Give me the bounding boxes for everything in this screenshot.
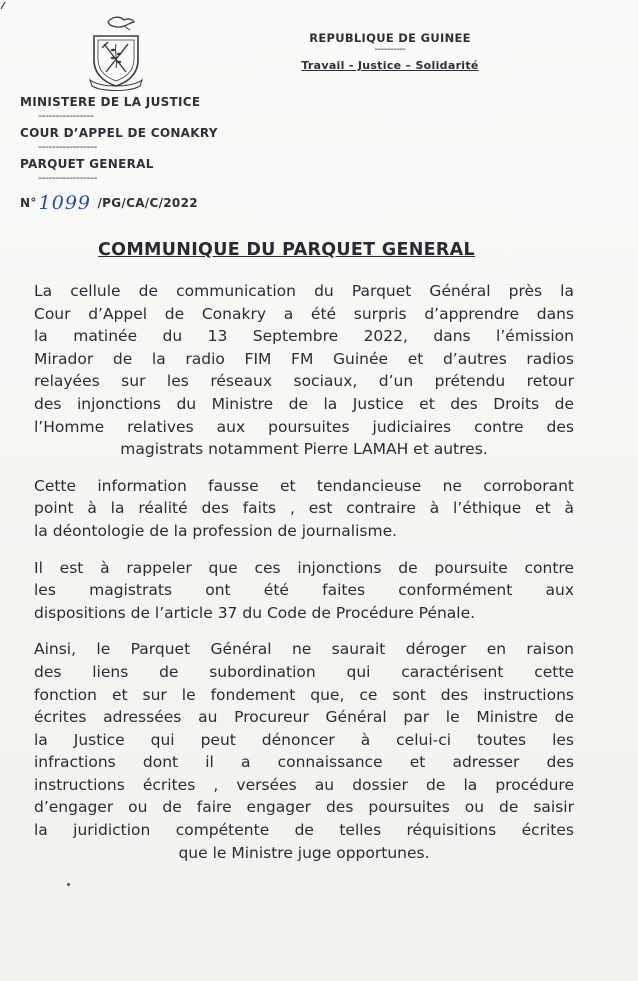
text-line: Ainsi, le Parquet Général ne saurait déroger en raison — [34, 640, 574, 659]
ministry-name: MINISTERE DE LA JUSTICE — [20, 95, 201, 109]
court-name: COUR D’APPEL DE CONAKRY — [20, 126, 218, 140]
reference-suffix: /PG/CA/C/2022 — [93, 196, 198, 210]
separator-line: ---------------- — [38, 109, 94, 122]
national-motto: Travail - Justice – Solidarité — [301, 59, 479, 72]
text-line: des liens de subordination qui caractérisent cette — [34, 662, 574, 681]
republic-header — [290, 30, 490, 74]
text-line: d’engager ou de faire engager des poursuites ou de saisir — [34, 798, 574, 817]
text-line: la Justice qui peut dénoncer à celui-ci toutes les — [34, 730, 574, 749]
communique-title: COMMUNIQUE DU PARQUET GENERAL — [98, 240, 475, 260]
text-line: Il est à rappeler que ces injonctions de poursuite contre — [34, 558, 574, 577]
text-line: infractions dont il a connaissance et adresser des — [34, 753, 574, 772]
handwritten-reference-number: 1099 — [38, 192, 92, 214]
communique-body — [34, 280, 574, 878]
text-line: que le Ministre juge opportunes. — [178, 843, 430, 862]
text-line: les magistrats ont été faites conformément aux — [34, 581, 574, 600]
text-line: l’Homme relatives aux poursuites judiciaires contre des — [34, 417, 574, 436]
header-separator: ---------- — [374, 44, 406, 55]
country-name: REPUBLIQUE DE GUINEE — [309, 31, 471, 45]
text-line: instructions écrites , versées au dossier de la procédure — [34, 775, 574, 794]
text-line: magistrats notamment Pierre LAMAH et autres. — [120, 440, 488, 459]
paragraph — [34, 475, 574, 543]
separator-line: ----------------- — [38, 140, 97, 153]
corner-mark — [0, 0, 8, 10]
text-line: fonction et sur le fondement que, ce sont des instructions — [34, 685, 574, 704]
text-line: la déontologie de la profession de journalisme. — [34, 521, 398, 540]
reference-number — [20, 190, 198, 212]
paragraph — [34, 638, 574, 864]
text-line: relayées sur les réseaux sociaux, d’un prétendu retour — [34, 372, 574, 391]
text-line: Mirador de la radio FIM FM Guinée et d’autres radios — [34, 349, 574, 368]
paragraph — [34, 280, 574, 461]
ministry-header — [20, 94, 240, 187]
paragraph — [34, 557, 574, 625]
text-line: Cette information fausse et tendancieuse ne corroborant — [34, 476, 574, 495]
stray-mark — [67, 883, 70, 886]
text-line: la juridiction compétente de telles réquisitions écrites — [34, 821, 574, 840]
coat-of-arms-emblem — [80, 14, 152, 92]
office-name: PARQUET GENERAL — [20, 157, 154, 171]
text-line: dispositions de l’article 37 du Code de Procédure Pénale. — [34, 603, 476, 622]
separator-line: ----------------- — [38, 171, 97, 184]
text-line: Cour d’Appel de Conakry a été surpris d’apprendre dans — [34, 304, 574, 323]
text-line: La cellule de communication du Parquet Général près la — [34, 282, 574, 300]
text-line: la matinée du 13 Septembre 2022, dans l’émission — [34, 327, 574, 346]
reference-prefix: N° — [20, 196, 37, 210]
text-line: écrites adressées au Procureur Général par le Ministre de — [34, 708, 574, 727]
text-line: des injonctions du Ministre de la Justice et des Droits de — [34, 394, 574, 413]
text-line: point à la réalité des faits , est contraire à l’éthique et à — [34, 499, 574, 518]
